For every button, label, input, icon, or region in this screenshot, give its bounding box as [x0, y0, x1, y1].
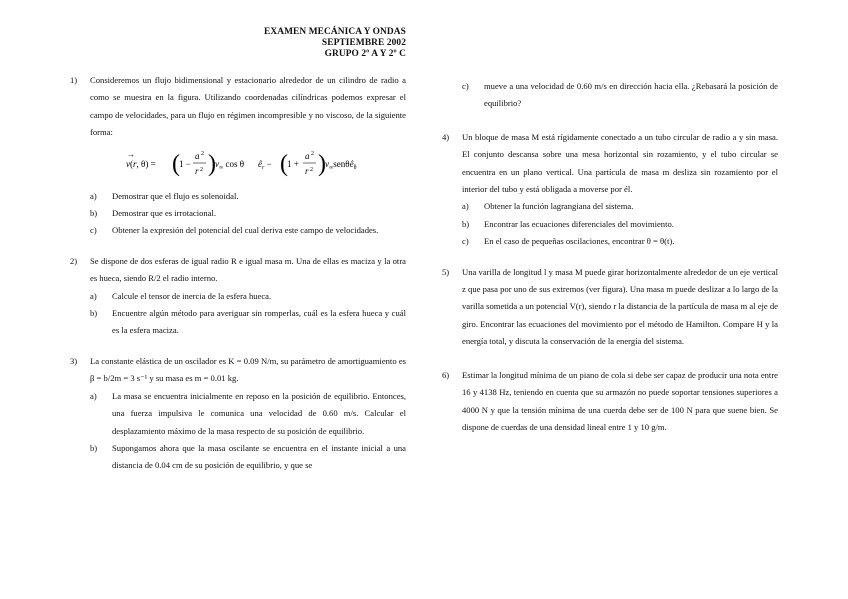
svg-text:(: ( [280, 150, 288, 177]
part-text: mueve a una velocidad de 0.60 m/s en dirección hacia ella. ¿Rebasará la posición de equilibrio? [484, 81, 778, 109]
part-text: Obtener la expresión del potencial del cual deriva este campo de velocidades. [112, 225, 379, 236]
part-label: a) [90, 190, 97, 201]
question-text: Consideremos un flujo bidimensional y estacionario alrededor de un cilindro de radio a como se muestra en la figura. Utilizando coordenadas cilíndricas podemos expresar el campo de velocidades, para un flujo en régimen incompresible y no viscoso, de la siguiente forma: [90, 75, 406, 138]
question-number: 2) [70, 255, 78, 266]
exam-header [200, 27, 406, 60]
question-number: 5) [442, 266, 450, 277]
left-column [70, 72, 406, 475]
question-text: Estimar la longitud mínima de un piano de cola si debe ser capaz de producir una nota entre 16 y 4138 Hz, teniendo en cuenta que su armazón no puede soportar tensiones superiores a 4000 N y que la tensión mínima de una cuerda debe ser de 100 N para que suene bien. Se dispone de cuerdas de una densidad lineal entre 1 y 10 g/m. [462, 369, 778, 432]
question-number: 1) [70, 75, 78, 85]
question-text: Una varilla de longitud l y masa M puede girar horizontalmente alrededor de un eje vertical z que pasa por uno de sus extremos (ver figura). Una masa m puede deslizar a lo largo de la varilla sometida a un potencial V(r), siendo r la distancia de la partícula de masa m al eje de giro. Encontrar las ecuaciones del movimiento por el método de Hamilton. Compare H y la energía total, y discuta la conservación de la energía del sistema. [462, 266, 778, 347]
svg-text:2: 2 [201, 150, 204, 157]
part-label: c) [90, 225, 97, 236]
question-1-part-c [90, 222, 406, 239]
question-text: Se dispone de dos esferas de igual radio R e igual masa m. Una de ellas es maciza y la otra es hueca, siendo R/2 el radio interno. [90, 255, 406, 284]
header-group: GRUPO 2º A Y 2º C [324, 49, 406, 59]
question-4 [442, 129, 778, 251]
part-text: La masa se encuentra inicialmente en reposo en la posición de equilibrio. Entonces, una fuerza impulsiva le comunica una velocidad de 0.60 m/s. Calcular el desplazamiento máximo de la masa respecto de su posición de equilibrio. [112, 390, 406, 436]
part-text: Calcule el tensor de inercia de la esfera hueca. [112, 290, 272, 301]
question-3 [70, 353, 406, 475]
svg-text:v(r, θ) =: v(r, θ) = [126, 158, 156, 169]
part-label: b) [90, 442, 98, 453]
question-4-part-c [462, 233, 778, 250]
question-1-part-b [90, 205, 406, 222]
part-text: Demostrar que el flujo es solenoidal. [112, 190, 239, 201]
svg-text:2: 2 [310, 166, 313, 173]
part-label: a) [90, 390, 97, 401]
part-label: a) [462, 201, 469, 212]
question-2-part-a [90, 288, 406, 305]
part-text: En el caso de pequeñas oscilaciones, encontrar θ = θ(t). [484, 236, 675, 247]
part-text: Encontrar las ecuaciones diferenciales del movimiento. [484, 218, 674, 229]
svg-text:a: a [195, 150, 200, 161]
svg-text:a: a [305, 150, 310, 161]
question-number: 4) [442, 131, 450, 142]
question-number: 3) [70, 355, 78, 366]
part-label: a) [90, 290, 97, 301]
svg-text:v∞ cos θ: $v_\infty$ cos θ [215, 158, 245, 171]
question-1-part-a [90, 188, 406, 205]
question-4-part-b [462, 216, 778, 233]
part-label: c) [462, 81, 469, 91]
part-text: Supongamos ahora que la masa oscilante se encuentra en el instante inicial a una distancia de 0.04 cm de su posición de equilibrio, y que se [112, 442, 406, 471]
question-text: La constante elástica de un oscilador es K = 0.09 N/m, su parámetro de amortiguamiento es β = b/2m = 3 s⁻¹ y su masa es m = 0.01 kg. [90, 355, 406, 384]
part-text: Obtener la función lagrangiana del sistema. [484, 201, 634, 212]
header-date: SEPTIEMBRE 2002 [321, 38, 406, 48]
svg-text:v∞senθêθ: $v_\infty sen\theta ê_\theta$ [325, 158, 357, 171]
part-label: b) [90, 308, 98, 319]
part-text: Encuentre algún método para averiguar sin romperlas, cuál es la esfera hueca y cuál es la esfera maciza. [112, 308, 406, 336]
question-3-part-c [442, 78, 778, 113]
question-number: 6) [442, 369, 450, 380]
part-label: c) [462, 236, 469, 247]
question-2-part-b [90, 305, 406, 340]
svg-text:2: 2 [200, 166, 203, 173]
svg-text:→: → [127, 149, 135, 159]
question-2 [70, 253, 406, 340]
svg-text:): ) [318, 150, 326, 177]
part-text: Demostrar que es irrotacional. [112, 208, 217, 219]
formula-graphic [126, 144, 386, 184]
svg-text:1 −: 1 − [179, 158, 191, 169]
svg-text:êr −: $ê_r$ − [258, 158, 272, 171]
header-title: EXAMEN MECÁNICA Y ONDAS [264, 27, 406, 37]
svg-text:r: r [195, 165, 199, 176]
question-3-part-a [90, 388, 406, 440]
question-4-part-a [462, 198, 778, 215]
svg-text:(: ( [172, 150, 180, 177]
question-6 [442, 367, 778, 437]
velocity-formula [90, 144, 406, 184]
question-1 [70, 72, 406, 240]
svg-text:1 +: 1 + [287, 158, 299, 169]
question-5 [442, 264, 778, 351]
question-text: Un bloque de masa M está rígidamente conectado a un tubo circular de radio a y sin masa. El conjunto descansa sobre una mesa horizontal sin rozamiento, y el tubo circular se encuentra en un plano vertical. Una partícula de masa m desliza sin rozamiento por el interior del tubo y está obligada a moverse por él. [462, 131, 778, 195]
part-label: b) [462, 218, 470, 229]
svg-text:r: r [305, 165, 309, 176]
svg-text:): ) [208, 150, 216, 177]
part-label: b) [90, 208, 98, 219]
question-3-part-b [90, 440, 406, 475]
right-column [442, 78, 778, 436]
svg-text:2: 2 [311, 150, 314, 157]
